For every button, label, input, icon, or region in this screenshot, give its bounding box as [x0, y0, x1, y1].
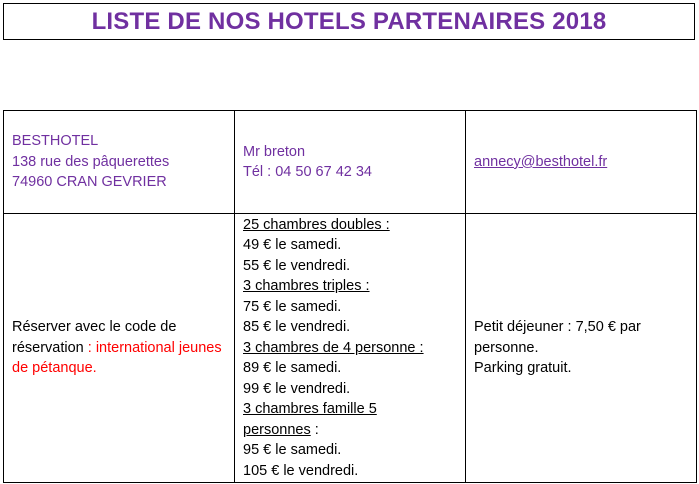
- title-box: [3, 3, 695, 40]
- hotel-table: [3, 110, 697, 483]
- reservation-code: international jeunes de pétanque.: [12, 339, 222, 377]
- room-price: 49 € le samedi.: [243, 237, 342, 254]
- breakfast-text: Petit déjeuner : 7,50 € par personne.: [474, 319, 641, 356]
- room-price: 85 € le vendredi.: [243, 319, 351, 336]
- contact-name: Mr breton: [243, 143, 306, 160]
- room-type: 3 chambres triples :: [243, 278, 370, 295]
- table-row: [4, 111, 697, 214]
- hotel-email-cell: [466, 111, 697, 214]
- hotel-contact-cell: [235, 111, 466, 214]
- hotel-city: 74960 CRAN GEVRIER: [12, 174, 167, 191]
- reservation-label: Réserver avec le code de réservation: [12, 319, 177, 356]
- reservation-cell: [4, 214, 235, 483]
- room-price: 99 € le vendredi.: [243, 380, 351, 397]
- room-type: 25 chambres doubles :: [243, 216, 390, 233]
- room-type-line2: personnes: [243, 421, 311, 438]
- extras-cell: [466, 214, 697, 483]
- room-price: 89 € le samedi.: [243, 360, 342, 377]
- room-price: 105 € le vendredi.: [243, 462, 359, 479]
- room-type: 3 chambres de 4 personne :: [243, 339, 424, 356]
- room-price: 95 € le samedi.: [243, 442, 342, 459]
- hotel-street: 138 rue des pâquerettes: [12, 153, 170, 170]
- parking-text: Parking gratuit.: [474, 360, 572, 377]
- page-title: LISTE DE NOS HOTELS PARTENAIRES 2018: [91, 7, 607, 35]
- room-price: 55 € le vendredi.: [243, 257, 351, 274]
- reservation-text: [12, 317, 234, 379]
- rooms-cell: [235, 214, 466, 483]
- room-price: 75 € le samedi.: [243, 298, 342, 315]
- contact-phone: Tél : 04 50 67 42 34: [243, 164, 372, 180]
- hotel-name: BESTHOTEL: [12, 133, 99, 150]
- reservation-sep: :: [83, 339, 96, 356]
- room-type-cont: [243, 420, 465, 441]
- table-row: [4, 214, 697, 483]
- room-type-suffix: :: [310, 421, 319, 438]
- hotel-address-cell: [4, 111, 235, 214]
- email-link[interactable]: annecy@besthotel.fr: [474, 153, 608, 170]
- room-type: 3 chambres famille 5: [243, 401, 377, 418]
